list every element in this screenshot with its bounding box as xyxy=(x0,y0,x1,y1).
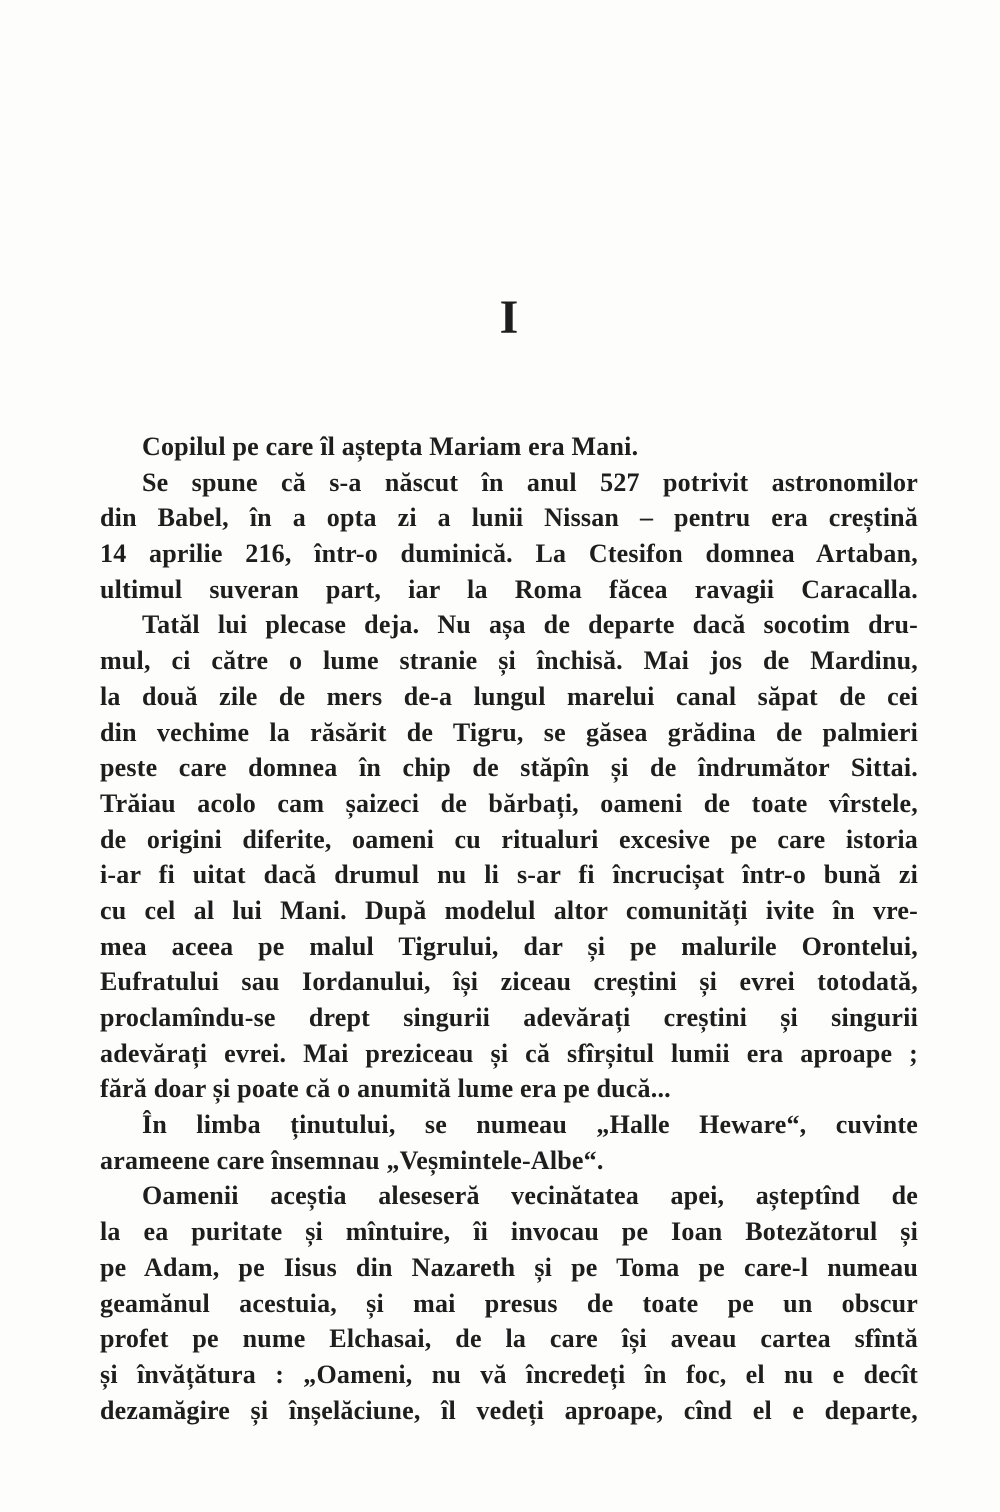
text-line: dezamăgire și înșelăciune, îl vedeți aproape, cînd el e departe, xyxy=(100,1395,918,1425)
text-line: Se spune că s-a născut în anul 527 potrivit astronomilor xyxy=(142,467,918,497)
text-line: fără doar și poate că o anumită lume era pe ducă... xyxy=(100,1074,671,1104)
text-block xyxy=(100,429,918,1428)
text-line: din Babel, în a opta zi a lunii Nissan – pentru era creștină xyxy=(100,503,918,533)
text-line: mea aceea pe malul Tigrului, dar și pe malurile Orontelui, xyxy=(100,931,918,961)
chapter-heading: I xyxy=(499,291,519,344)
paragraph xyxy=(100,607,918,1107)
text-line: la două zile de mers de-a lungul marelui canal săpat de cei xyxy=(100,681,918,711)
paragraph xyxy=(100,1107,918,1178)
text-line: 14 aprilie 216, într-o duminică. La Ctesifon domnea Artaban, xyxy=(100,539,918,569)
text-line: la ea puritate și mîntuire, îi invocau pe Ioan Botezătorul și xyxy=(100,1217,918,1247)
text-line: Copilul pe care îl aștepta Mariam era Mani. xyxy=(142,432,639,461)
text-line: mul, ci către o lume stranie și închisă. Mai jos de Mardinu, xyxy=(100,646,918,676)
paragraph xyxy=(100,465,918,608)
text-line: În limba ținutului, se numeau „Halle Heware“, cuvinte xyxy=(142,1110,918,1140)
text-line: cu cel al lui Mani. După modelul altor comunități ivite în vre- xyxy=(100,895,918,925)
text-line: pe Adam, pe Iisus din Nazareth și pe Toma pe care-l numeau xyxy=(100,1252,918,1282)
text-line: Tatăl lui plecase deja. Nu așa de departe dacă socotim dru- xyxy=(142,610,918,640)
text-line: și învățătura : „Oameni, nu vă încredeți în foc, el nu e decît xyxy=(100,1359,918,1389)
text-line: geamănul acestuia, și mai presus de toate pe un obscur xyxy=(100,1288,918,1318)
text-line: proclamîndu-se drept singurii adevărați creștini și singurii xyxy=(100,1003,918,1032)
text-line: adevărați evrei. Mai preziceau și că sfîrșitul lumii era aproape ; xyxy=(100,1038,918,1068)
text-line: profet pe nume Elchasai, de la care își aveau cartea sfîntă xyxy=(100,1324,918,1354)
text-line: ultimul suveran part, iar la Roma făcea ravagii Caracalla. xyxy=(100,574,918,604)
text-line: Eufratului sau Iordanului, își ziceau creștini și evrei totodată, xyxy=(100,967,918,997)
text-line: din vechime la răsărit de Tigru, se găsea grădina de palmieri xyxy=(100,717,918,747)
text-line: arameene care însemnau „Veșmintele-Albe“. xyxy=(100,1145,604,1175)
text-line: Trăiau acolo cam șaizeci de bărbați, oameni de toate vîrstele, xyxy=(100,788,918,818)
text-line: Oamenii aceștia aleseseră vecinătatea apei, așteptînd de xyxy=(142,1181,918,1211)
paragraph xyxy=(100,429,918,465)
text-line: peste care domnea în chip de stăpîn și de îndrumător Sittai. xyxy=(100,753,918,783)
text-line: de origini diferite, oameni cu ritualuri excesive pe care istoria xyxy=(100,824,918,854)
paragraph xyxy=(100,1178,918,1428)
text-line: i-ar fi uitat dacă drumul nu li s-ar fi încrucișat într-o bună zi xyxy=(100,860,918,890)
